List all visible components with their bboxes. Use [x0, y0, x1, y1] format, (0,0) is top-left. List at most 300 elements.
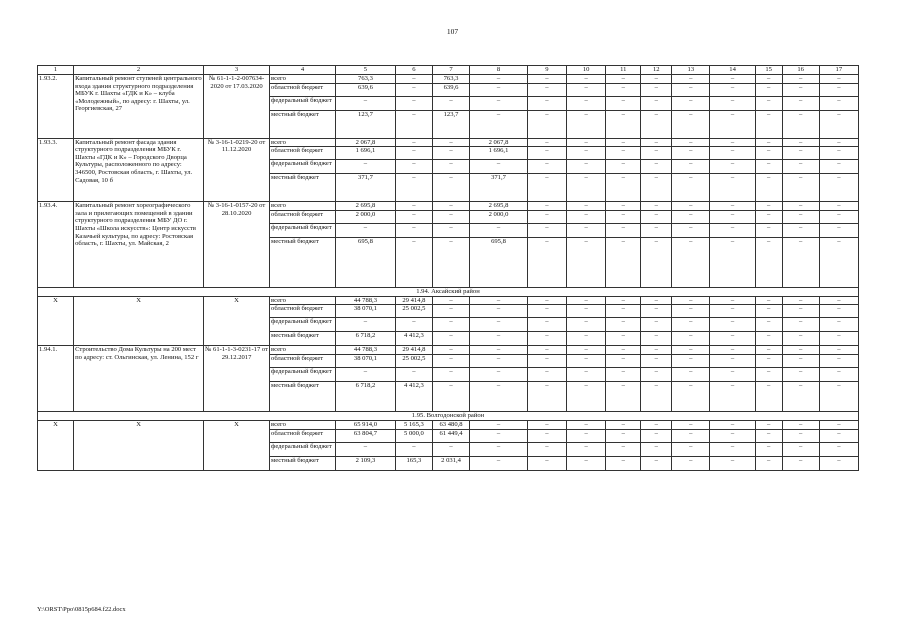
value-cell: –: [527, 318, 566, 332]
value-cell: –: [527, 420, 566, 429]
value-cell: –: [567, 318, 606, 332]
item-code: 1.93.3.: [38, 138, 74, 202]
value-cell: –: [606, 160, 641, 174]
value-cell: 2 695,8: [336, 202, 396, 211]
funding-source: всего: [270, 420, 336, 429]
value-cell: –: [672, 223, 710, 237]
column-number: 2: [74, 66, 204, 75]
value-cell: –: [755, 442, 782, 456]
funding-source: местный бюджет: [270, 237, 336, 287]
value-cell: –: [755, 75, 782, 84]
value-cell: –: [527, 202, 566, 211]
value-cell: –: [432, 210, 469, 223]
value-cell: –: [819, 429, 858, 442]
value-cell: –: [755, 210, 782, 223]
value-cell: –: [567, 456, 606, 470]
value-cell: –: [819, 138, 858, 147]
value-cell: –: [567, 202, 606, 211]
item-name: Х: [74, 296, 204, 346]
value-cell: 44 788,3: [336, 346, 396, 355]
value-cell: –: [819, 442, 858, 456]
value-cell: –: [710, 202, 755, 211]
value-cell: –: [567, 210, 606, 223]
column-number: 12: [641, 66, 672, 75]
value-cell: –: [819, 96, 858, 110]
value-cell: –: [819, 367, 858, 381]
value-cell: –: [606, 332, 641, 346]
value-cell: –: [755, 174, 782, 202]
value-cell: –: [606, 429, 641, 442]
value-cell: –: [567, 429, 606, 442]
value-cell: –: [710, 210, 755, 223]
value-cell: –: [672, 346, 710, 355]
value-cell: –: [641, 237, 672, 287]
column-number: 6: [395, 66, 432, 75]
value-cell: –: [819, 332, 858, 346]
value-cell: –: [432, 147, 469, 160]
column-number: 15: [755, 66, 782, 75]
value-cell: –: [782, 75, 819, 84]
value-cell: –: [710, 296, 755, 305]
value-cell: –: [755, 96, 782, 110]
funding-source: местный бюджет: [270, 381, 336, 411]
value-cell: 1 696,1: [336, 147, 396, 160]
value-cell: 6 718,2: [336, 332, 396, 346]
value-cell: –: [567, 160, 606, 174]
value-cell: –: [672, 174, 710, 202]
value-cell: 65 914,0: [336, 420, 396, 429]
value-cell: –: [819, 174, 858, 202]
section-title: 1.95. Волгодонской район: [38, 411, 859, 420]
value-cell: 371,7: [470, 174, 528, 202]
value-cell: –: [641, 160, 672, 174]
funding-source: всего: [270, 138, 336, 147]
value-cell: –: [527, 429, 566, 442]
value-cell: –: [641, 96, 672, 110]
value-cell: –: [527, 160, 566, 174]
value-cell: –: [432, 160, 469, 174]
value-cell: –: [672, 202, 710, 211]
value-cell: –: [755, 354, 782, 367]
value-cell: –: [782, 367, 819, 381]
value-cell: –: [527, 305, 566, 318]
funding-source: федеральный бюджет: [270, 160, 336, 174]
value-cell: –: [606, 174, 641, 202]
value-cell: –: [432, 367, 469, 381]
value-cell: 38 070,1: [336, 305, 396, 318]
value-cell: –: [470, 223, 528, 237]
value-cell: –: [432, 138, 469, 147]
section-row: [38, 411, 859, 420]
value-cell: –: [782, 305, 819, 318]
value-cell: –: [336, 367, 396, 381]
funding-source: федеральный бюджет: [270, 96, 336, 110]
value-cell: –: [710, 83, 755, 96]
item-code: 1.94.1.: [38, 346, 74, 412]
value-cell: –: [672, 354, 710, 367]
value-cell: –: [527, 138, 566, 147]
value-cell: –: [567, 332, 606, 346]
value-cell: –: [819, 110, 858, 138]
value-cell: –: [782, 456, 819, 470]
table-row: [38, 296, 859, 305]
item-code: 1.93.2.: [38, 75, 74, 139]
value-cell: –: [527, 96, 566, 110]
value-cell: 4 412,3: [395, 332, 432, 346]
item-name: Капитальный ремонт фасада здания структурного подразделения МБУК г. Шахты «ГДК и К» – Городского Дворца Культуры, расположенного по адресу: 346500, Ростовская область, г. Шахты, ул. Садовая, 10 б: [74, 138, 204, 202]
value-cell: –: [672, 305, 710, 318]
funding-source: федеральный бюджет: [270, 318, 336, 332]
item-document: № 3-16-1-0157-20 от 28.10.2020: [204, 202, 270, 288]
value-cell: –: [470, 96, 528, 110]
value-cell: –: [819, 381, 858, 411]
value-cell: –: [470, 332, 528, 346]
value-cell: –: [641, 456, 672, 470]
funding-source: местный бюджет: [270, 332, 336, 346]
value-cell: –: [395, 367, 432, 381]
funding-source: всего: [270, 296, 336, 305]
value-cell: –: [336, 318, 396, 332]
value-cell: –: [470, 420, 528, 429]
value-cell: –: [567, 96, 606, 110]
value-cell: –: [470, 354, 528, 367]
value-cell: –: [395, 174, 432, 202]
value-cell: –: [641, 110, 672, 138]
item-document: № 61-1-1-3-0231-17 от 29.12.2017: [204, 346, 270, 412]
value-cell: –: [641, 420, 672, 429]
value-cell: –: [782, 96, 819, 110]
value-cell: 639,6: [432, 83, 469, 96]
column-number: 16: [782, 66, 819, 75]
funding-source: федеральный бюджет: [270, 223, 336, 237]
item-code: Х: [38, 296, 74, 346]
value-cell: 38 070,1: [336, 354, 396, 367]
value-cell: –: [710, 223, 755, 237]
value-cell: –: [527, 367, 566, 381]
column-number: 7: [432, 66, 469, 75]
value-cell: –: [710, 147, 755, 160]
value-cell: –: [527, 174, 566, 202]
column-number: 17: [819, 66, 858, 75]
funding-source: областной бюджет: [270, 354, 336, 367]
value-cell: –: [641, 429, 672, 442]
value-cell: –: [755, 237, 782, 287]
value-cell: –: [755, 429, 782, 442]
value-cell: –: [710, 237, 755, 287]
value-cell: –: [782, 381, 819, 411]
funding-source: областной бюджет: [270, 305, 336, 318]
section-row: [38, 287, 859, 296]
value-cell: –: [567, 442, 606, 456]
value-cell: –: [755, 223, 782, 237]
budget-table: [37, 65, 859, 471]
value-cell: –: [819, 223, 858, 237]
value-cell: –: [527, 223, 566, 237]
value-cell: –: [710, 318, 755, 332]
value-cell: 63 804,7: [336, 429, 396, 442]
value-cell: –: [782, 138, 819, 147]
value-cell: –: [527, 296, 566, 305]
value-cell: 639,6: [336, 83, 396, 96]
value-cell: –: [672, 381, 710, 411]
value-cell: –: [672, 429, 710, 442]
value-cell: –: [672, 96, 710, 110]
value-cell: –: [606, 442, 641, 456]
value-cell: –: [710, 138, 755, 147]
value-cell: –: [470, 346, 528, 355]
value-cell: –: [641, 318, 672, 332]
funding-source: областной бюджет: [270, 83, 336, 96]
value-cell: –: [710, 174, 755, 202]
value-cell: –: [641, 174, 672, 202]
value-cell: –: [432, 442, 469, 456]
value-cell: –: [432, 223, 469, 237]
value-cell: –: [672, 75, 710, 84]
value-cell: –: [641, 442, 672, 456]
column-number-row: [38, 66, 859, 75]
value-cell: –: [672, 296, 710, 305]
value-cell: –: [567, 420, 606, 429]
value-cell: –: [395, 75, 432, 84]
value-cell: –: [567, 354, 606, 367]
value-cell: –: [606, 296, 641, 305]
value-cell: –: [641, 367, 672, 381]
value-cell: 123,7: [336, 110, 396, 138]
item-document: № 61-1-1-2-007634-2020 от 17.03.2020: [204, 75, 270, 139]
value-cell: –: [606, 223, 641, 237]
value-cell: –: [782, 354, 819, 367]
value-cell: –: [641, 223, 672, 237]
value-cell: –: [782, 160, 819, 174]
value-cell: –: [755, 110, 782, 138]
value-cell: –: [432, 202, 469, 211]
value-cell: –: [606, 456, 641, 470]
value-cell: –: [755, 332, 782, 346]
column-number: 10: [567, 66, 606, 75]
value-cell: –: [819, 210, 858, 223]
column-number: 1: [38, 66, 74, 75]
value-cell: –: [710, 75, 755, 84]
value-cell: –: [641, 147, 672, 160]
value-cell: –: [782, 110, 819, 138]
value-cell: –: [819, 160, 858, 174]
value-cell: –: [606, 318, 641, 332]
column-number: 5: [336, 66, 396, 75]
value-cell: –: [819, 147, 858, 160]
value-cell: –: [819, 420, 858, 429]
value-cell: –: [782, 147, 819, 160]
value-cell: –: [819, 296, 858, 305]
value-cell: –: [755, 296, 782, 305]
value-cell: –: [755, 381, 782, 411]
value-cell: –: [819, 318, 858, 332]
value-cell: –: [527, 75, 566, 84]
column-number: 4: [270, 66, 336, 75]
value-cell: –: [527, 442, 566, 456]
value-cell: –: [819, 456, 858, 470]
value-cell: –: [527, 83, 566, 96]
value-cell: –: [567, 296, 606, 305]
value-cell: –: [606, 420, 641, 429]
value-cell: 2 109,3: [336, 456, 396, 470]
value-cell: –: [395, 110, 432, 138]
funding-source: всего: [270, 346, 336, 355]
value-cell: –: [395, 147, 432, 160]
funding-source: местный бюджет: [270, 110, 336, 138]
value-cell: –: [641, 305, 672, 318]
value-cell: –: [470, 381, 528, 411]
value-cell: –: [755, 83, 782, 96]
value-cell: –: [641, 75, 672, 84]
value-cell: –: [782, 223, 819, 237]
value-cell: –: [782, 174, 819, 202]
funding-source: федеральный бюджет: [270, 442, 336, 456]
column-number: 9: [527, 66, 566, 75]
value-cell: –: [710, 456, 755, 470]
value-cell: –: [527, 346, 566, 355]
value-cell: –: [567, 305, 606, 318]
table-row: [38, 346, 859, 355]
value-cell: –: [336, 160, 396, 174]
value-cell: –: [710, 160, 755, 174]
value-cell: –: [606, 110, 641, 138]
value-cell: –: [527, 210, 566, 223]
value-cell: –: [672, 83, 710, 96]
value-cell: –: [395, 96, 432, 110]
value-cell: –: [606, 305, 641, 318]
value-cell: –: [567, 147, 606, 160]
value-cell: –: [672, 420, 710, 429]
value-cell: –: [782, 83, 819, 96]
value-cell: 2 695,8: [470, 202, 528, 211]
table-row: [38, 420, 859, 429]
value-cell: 5 000,0: [395, 429, 432, 442]
value-cell: –: [710, 420, 755, 429]
value-cell: –: [395, 237, 432, 287]
value-cell: –: [606, 237, 641, 287]
funding-source: всего: [270, 75, 336, 84]
funding-source: всего: [270, 202, 336, 211]
funding-source: местный бюджет: [270, 456, 336, 470]
value-cell: –: [782, 346, 819, 355]
value-cell: –: [641, 346, 672, 355]
value-cell: –: [606, 138, 641, 147]
column-number: 8: [470, 66, 528, 75]
value-cell: 763,3: [432, 75, 469, 84]
value-cell: –: [432, 381, 469, 411]
value-cell: –: [470, 456, 528, 470]
funding-source: областной бюджет: [270, 429, 336, 442]
value-cell: –: [710, 354, 755, 367]
file-path-footer: Y:\ORST\Ppo\0815p684.f22.docx: [37, 606, 126, 613]
value-cell: –: [782, 429, 819, 442]
value-cell: –: [710, 96, 755, 110]
value-cell: 371,7: [336, 174, 396, 202]
value-cell: –: [782, 296, 819, 305]
value-cell: –: [755, 346, 782, 355]
item-document: Х: [204, 296, 270, 346]
value-cell: –: [641, 296, 672, 305]
value-cell: 2 067,8: [336, 138, 396, 147]
value-cell: –: [470, 318, 528, 332]
value-cell: –: [567, 174, 606, 202]
item-name: Строительство Дома Культуры на 200 мест по адресу: ст. Ольгинская, ул. Ленина, 152 г: [74, 346, 204, 412]
value-cell: –: [710, 110, 755, 138]
value-cell: –: [672, 147, 710, 160]
value-cell: –: [819, 305, 858, 318]
value-cell: –: [755, 420, 782, 429]
value-cell: –: [567, 237, 606, 287]
value-cell: –: [782, 202, 819, 211]
value-cell: –: [641, 210, 672, 223]
value-cell: 165,3: [395, 456, 432, 470]
value-cell: –: [432, 296, 469, 305]
value-cell: –: [672, 332, 710, 346]
value-cell: –: [672, 138, 710, 147]
value-cell: –: [470, 442, 528, 456]
value-cell: –: [710, 367, 755, 381]
value-cell: –: [755, 305, 782, 318]
value-cell: –: [470, 305, 528, 318]
value-cell: 44 788,3: [336, 296, 396, 305]
value-cell: 61 449,4: [432, 429, 469, 442]
value-cell: –: [672, 318, 710, 332]
value-cell: 2 000,0: [336, 210, 396, 223]
value-cell: –: [606, 202, 641, 211]
value-cell: –: [755, 202, 782, 211]
value-cell: 29 414,8: [395, 296, 432, 305]
value-cell: –: [395, 210, 432, 223]
value-cell: –: [782, 442, 819, 456]
value-cell: –: [755, 367, 782, 381]
value-cell: –: [606, 83, 641, 96]
value-cell: –: [710, 305, 755, 318]
value-cell: –: [710, 442, 755, 456]
value-cell: –: [567, 223, 606, 237]
value-cell: –: [641, 202, 672, 211]
value-cell: –: [819, 237, 858, 287]
item-document: № 3-16-1-0219-20 от 11.12.2020: [204, 138, 270, 202]
value-cell: –: [606, 96, 641, 110]
item-name: Х: [74, 420, 204, 470]
value-cell: –: [710, 429, 755, 442]
value-cell: –: [672, 110, 710, 138]
table-row: [38, 202, 859, 211]
value-cell: –: [641, 354, 672, 367]
value-cell: –: [782, 332, 819, 346]
item-name: Капитальный ремонт хореографического зала и прилегающих помещений в здании структурного подразделения МБУ ДО г. Шахты «Школа искусств»: Центр искусств Казачьей культуры, по адресу: Ростовская область, г. Шахты, ул. Майская, 2: [74, 202, 204, 288]
value-cell: –: [672, 237, 710, 287]
value-cell: –: [395, 160, 432, 174]
value-cell: –: [395, 202, 432, 211]
funding-source: областной бюджет: [270, 210, 336, 223]
funding-source: областной бюджет: [270, 147, 336, 160]
table-row: [38, 75, 859, 84]
value-cell: –: [819, 346, 858, 355]
value-cell: –: [672, 160, 710, 174]
value-cell: –: [606, 210, 641, 223]
value-cell: –: [755, 147, 782, 160]
value-cell: –: [567, 110, 606, 138]
value-cell: 695,8: [470, 237, 528, 287]
value-cell: –: [567, 381, 606, 411]
value-cell: –: [782, 210, 819, 223]
value-cell: 25 002,5: [395, 354, 432, 367]
value-cell: –: [606, 75, 641, 84]
value-cell: –: [755, 160, 782, 174]
value-cell: 763,3: [336, 75, 396, 84]
value-cell: –: [432, 174, 469, 202]
